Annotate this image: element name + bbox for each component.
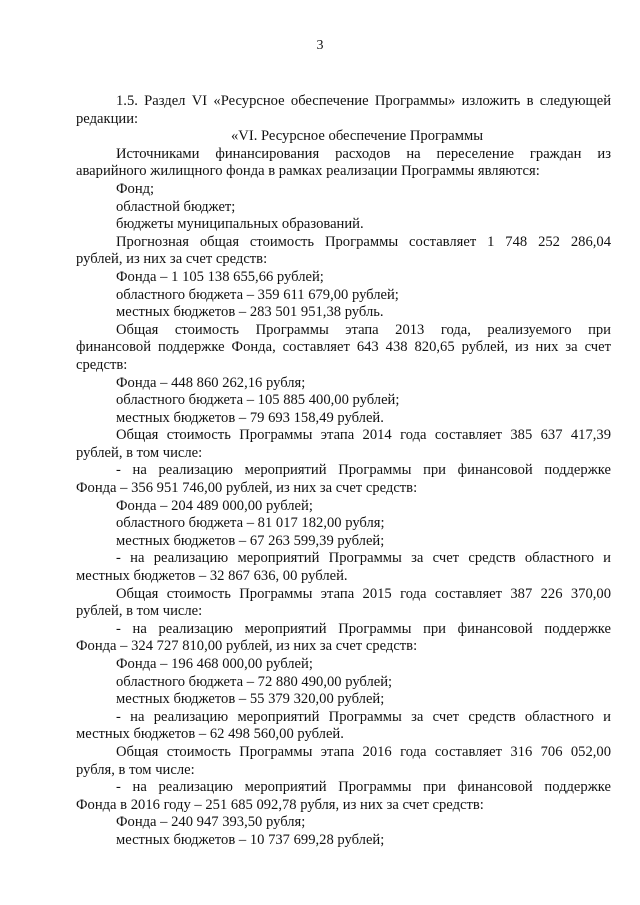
list-item: областного бюджета – 105 885 400,00 рублей; bbox=[116, 392, 400, 409]
list-item: Фонда – 240 947 393,50 рубля; bbox=[116, 814, 306, 831]
text-line: - на реализацию мероприятий Программы при финансовой поддержке bbox=[116, 462, 611, 479]
page-number: 3 bbox=[316, 38, 324, 53]
section-amendment-line: 1.5. Раздел VI «Ресурсное обеспечение Программы» изложить в следующей bbox=[116, 93, 611, 109]
text-line: - на реализацию мероприятий Программы при финансовой поддержке bbox=[116, 779, 611, 796]
text-line: Фонда – 356 951 746,00 рублей, из них за счет средств: bbox=[76, 480, 418, 497]
text-line: рублей, из них за счет средств: bbox=[76, 251, 268, 268]
list-item: местных бюджетов – 283 501 951,38 рубль. bbox=[116, 304, 384, 321]
list-item: Фонда – 204 489 000,00 рублей; bbox=[116, 497, 313, 514]
section-title: «VI. Ресурсное обеспечение Программы bbox=[231, 128, 484, 145]
text-line: Фонда в 2016 году – 251 685 092,78 рубля, из них за счет средств: bbox=[76, 796, 484, 813]
list-item: областного бюджета – 72 880 490,00 рублей; bbox=[116, 673, 393, 690]
list-item: Фонда – 1 105 138 655,66 рублей; bbox=[116, 268, 324, 285]
text-line: Общая стоимость Программы этапа 2016 года составляет 316 706 052,00 bbox=[116, 743, 611, 760]
text-line: рублей, в том числе: bbox=[76, 603, 203, 620]
list-item: бюджеты муниципальных образований. bbox=[116, 216, 364, 233]
text-line: местных бюджетов – 62 498 560,00 рублей. bbox=[76, 726, 344, 743]
list-item: областного бюджета – 81 017 182,00 рубля; bbox=[116, 515, 385, 532]
text-line: Общая стоимость Программы этапа 2015 года составляет 387 226 370,00 bbox=[116, 585, 611, 602]
text-line: - на реализацию мероприятий Программы за счет средств областного и bbox=[116, 708, 611, 725]
text-line: - на реализацию мероприятий Программы при финансовой поддержке bbox=[116, 620, 611, 637]
text-line: средств: bbox=[76, 356, 128, 373]
text-line: - на реализацию мероприятий Программы за счет средств областного и bbox=[116, 550, 611, 567]
text-line: местных бюджетов – 32 867 636, 00 рублей. bbox=[76, 568, 348, 585]
text-line: Фонда – 324 727 810,00 рублей, из них за счет средств: bbox=[76, 638, 418, 655]
text-line: редакции: bbox=[76, 110, 139, 127]
list-item: областного бюджета – 359 611 679,00 рублей; bbox=[116, 286, 399, 303]
text-line: рублей, в том числе: bbox=[76, 444, 203, 461]
list-item: Фонд; bbox=[116, 180, 155, 197]
text-line: аварийного жилищного фонда в рамках реализации Программы являются: bbox=[76, 163, 540, 180]
list-item: областной бюджет; bbox=[116, 198, 236, 215]
list-item: Фонда – 448 860 262,16 рубля; bbox=[116, 374, 306, 391]
list-item: местных бюджетов – 67 263 599,39 рублей; bbox=[116, 532, 385, 549]
text-line: финансовой поддержке Фонда, составляет 643 438 820,65 рублей, из них за счет bbox=[76, 339, 611, 356]
text-line: Источниками финансирования расходов на переселение граждан из bbox=[116, 145, 611, 162]
text-line: рубля, в том числе: bbox=[76, 761, 195, 778]
list-item: местных бюджетов – 55 379 320,00 рублей; bbox=[116, 691, 385, 708]
list-item: Фонда – 196 468 000,00 рублей; bbox=[116, 656, 313, 672]
list-item: местных бюджетов – 79 693 158,49 рублей. bbox=[116, 409, 384, 426]
text-line: Общая стоимость Программы этапа 2013 года, реализуемого при bbox=[116, 321, 611, 338]
text-line: Общая стоимость Программы этапа 2014 года составляет 385 637 417,39 bbox=[116, 427, 611, 444]
list-item: местных бюджетов – 10 737 699,28 рублей; bbox=[116, 831, 385, 848]
document-body bbox=[76, 93, 611, 850]
text-line: Прогнозная общая стоимость Программы составляет 1 748 252 286,04 bbox=[116, 233, 611, 250]
